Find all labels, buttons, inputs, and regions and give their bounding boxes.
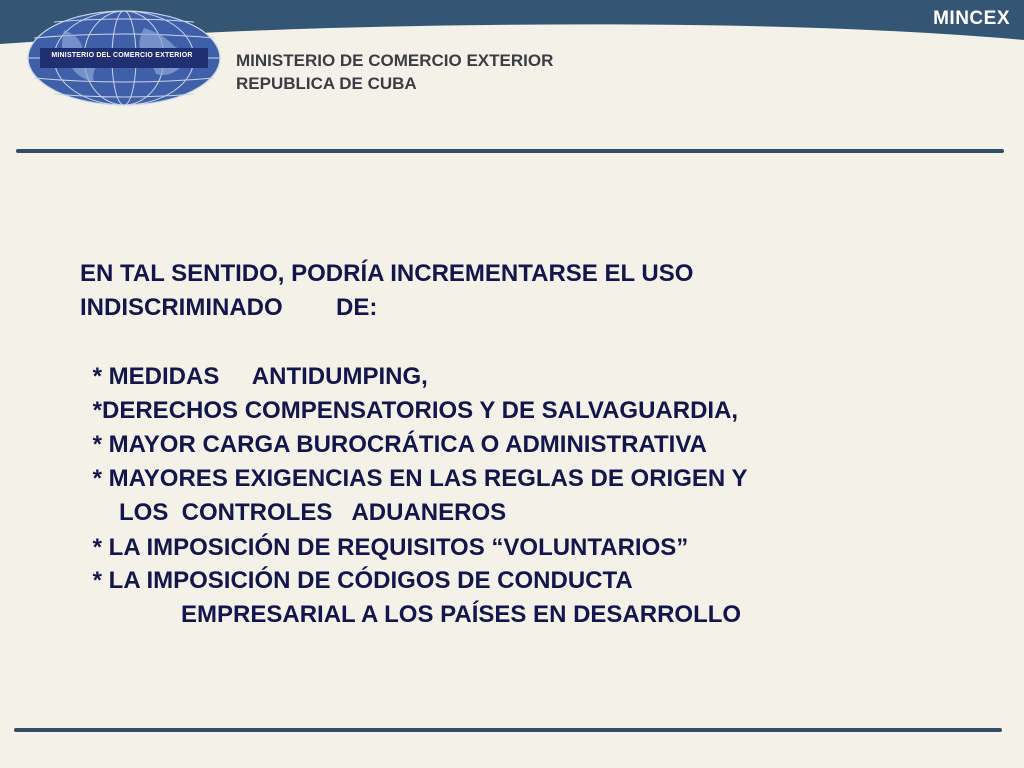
brand-name: MINCEX [933, 8, 1010, 29]
list-item-codigos: * LA IMPOSICIÓN DE CÓDIGOS DE CONDUCTA [86, 567, 633, 594]
list-item-carga: * MAYOR CARGA BUROCRÁTICA O ADMINISTRATIVA [86, 431, 707, 458]
list-item-codigos-cont: EMPRESARIAL A LOS PAÍSES EN DESARROLLO [181, 601, 742, 628]
logo-text: MINISTERIO DEL COMERCIO EXTERIOR [51, 52, 193, 59]
list-item-exigencias-cont: LOS CONTROLES ADUANEROS [119, 499, 507, 526]
intro-line-1: EN TAL SENTIDO, PODRÍA INCREMENTARSE EL USO [80, 260, 694, 287]
intro-line-2: INDISCRIMINADO DE: [80, 294, 378, 321]
country-name: REPUBLICA DE CUBA [236, 74, 417, 93]
list-item-antidumping: * MEDIDAS ANTIDUMPING, [86, 363, 428, 390]
list-item-requisitos: * LA IMPOSICIÓN DE REQUISITOS “VOLUNTARIOS” [86, 534, 689, 561]
list-item-derechos: *DERECHOS COMPENSATORIOS Y DE SALVAGUARDIA, [86, 397, 739, 424]
ministry-name: MINISTERIO DE COMERCIO EXTERIOR [236, 51, 554, 70]
list-item-exigencias: * MAYORES EXIGENCIAS EN LAS REGLAS DE ORIGEN Y [86, 465, 748, 492]
bottom-divider [14, 728, 1002, 732]
